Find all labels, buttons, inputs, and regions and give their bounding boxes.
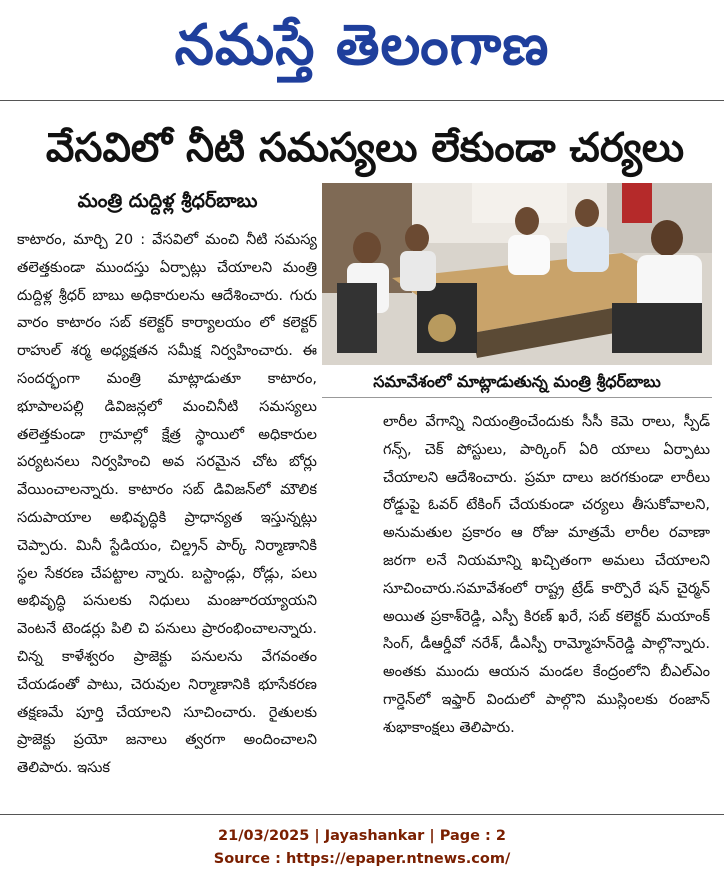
footer-date-line: 21/03/2025 | Jayashankar | Page : 2 [218, 828, 506, 844]
photo-caption: సమావేశంలో మాట్లాడుతున్న మంత్రి శ్రీధర్‌బాబు [322, 367, 712, 398]
article-photo [322, 183, 712, 365]
newspaper-logo: నమస్తే తెలంగాణ [174, 12, 550, 78]
masthead-divider [0, 100, 724, 101]
article-headline: వేసవిలో నీటి సమస్యలు లేకుండా చర్యలు [45, 125, 685, 171]
masthead [0, 0, 724, 92]
footer-source-line: Source : https://epaper.ntnews.com/ [213, 851, 511, 867]
article-body-left-column: కాటారం, మార్చి 20 : వేసవిలో మంచి నీటి సమస్య తలెత్తకుండా ముందస్తు ఏర్పాట్లు చేయాలని మంత్రి దుద్దిళ్ల శ్రీధర్ బాబు అధికారులను ఆదేశించారు. గురు వారం కాటారం సబ్ కలెక్టర్ కార్యాలయం లో కలెక్టర్ రాహుల్ శర్మ అధ్యక్షతన సమీక్ష నిర్వహించారు. ఈ సందర్భంగా మంత్రి మాట్లాడుతూ కాటారం, భూపాలపల్లి డివిజన్లలో మంచినీటి సమస్యలు తలెత్తకుండా గ్రామాల్లో క్షేత్ర స్థాయిలో అధికారుల పర్యటనలు నిర్వహించి అవ సరమైన చోట బోర్లు వేయించాలన్నారు. కాటారం సబ్ డివిజన్‌లో మౌలిక సదుపాయాల అభివృద్ధికి ప్రాధాన్యత ఇస్తున్నట్లు చెప్పారు. మినీ స్టేడియం, చిల్డ్రన్ పార్క్ నిర్మాణానికి స్థల సేకరణ చేపట్టాల న్నారు. బస్టాండ్లు, రోడ్లు, పలు అభివృద్ధి పనులకు నిధులు మంజూరయ్యాయని వెంటనే టెండర్లు పిలి చి పనులు ప్రారంభించాలన్నారు. చిన్న కాళేశ్వరం ప్రాజెక్టు పనులను వేగవంతం చేయడంతో పాటు, చెరువుల నిర్మాణానికి భూసేకరణ తక్షణమే పూర్తి చేయాలని సూచించారు. రైతులకు ప్రాజెక్టు ప్రయో జనాలు త్వరగా అందించాలని తెలిపారు. ఇసుక [17, 231, 317, 777]
article-byline: మంత్రి దుద్దిళ్ల శ్రీధర్‌బాబు [77, 190, 258, 212]
footer-divider [0, 814, 724, 815]
article-body-right-column: లారీల వేగాన్ని నియంత్రించేందుకు సీసీ కెమె రాలు, స్పీడ్ గన్స్, చెక్ పోస్టులు, పార్కింగ్ ఏరి యాలు ఏర్పాటు చేయాలని ఆదేశించారు. ప్రమా దాలు జరగకుండా లారీలు రోడ్డుపై ఓవర్ టేకింగ్ చేయకుండా చర్యలు తీసుకోవాలని, అనుమతుల ప్రకారం ఆ రోజు మాత్రమే లారీల రవాణా జరగా లనే నియమాన్ని ఖచ్చితంగా అమలు చేయాలని సూచించారు.సమావేశంలో రాష్ట్ర ట్రేడ్ కార్పొరే షన్ చైర్మన్ అయిత ప్రకాశ్‌రెడ్డి, ఎస్పీ కిరణ్ ఖరే, సబ్ కలెక్టర్ మయాంక్ సింగ్, డీఆర్డీవో నరేశ్, డీఎస్పీ రామ్మోహన్‌రెడ్డి పాల్గొన్నారు. అంతకు ముందు ఆయన మండల కేంద్రంలోని బీఎల్ఎం గార్డెన్‌లో ఇఫ్తార్ విందులో పాల్గొని ముస్లింలకు రంజాన్ శుభాకాంక్షలు తెలిపారు. [383, 413, 710, 736]
